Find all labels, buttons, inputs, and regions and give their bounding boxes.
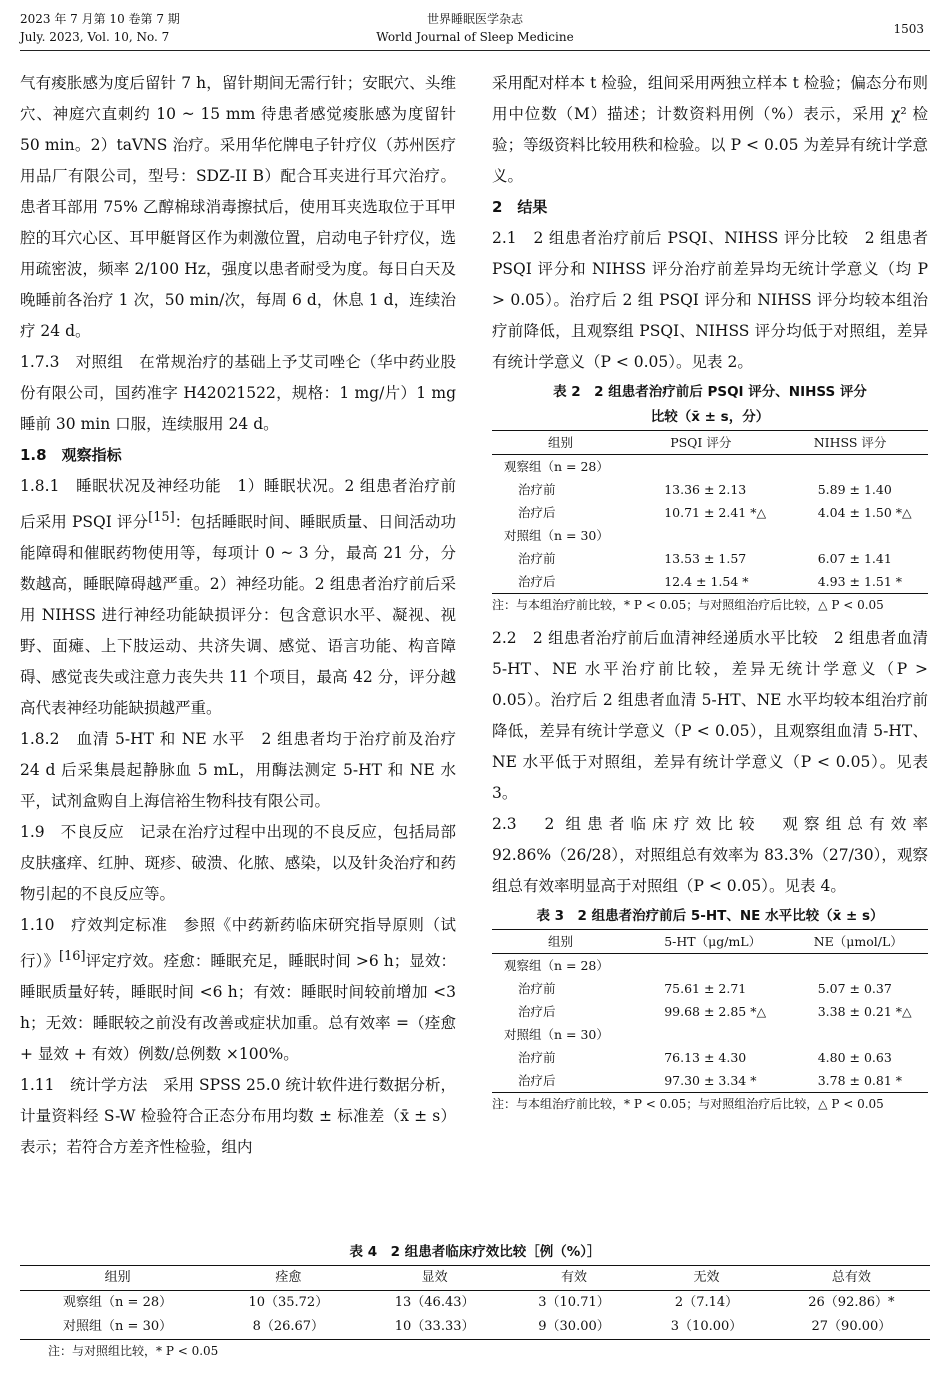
section-heading: 1.8 观察指标	[20, 446, 122, 464]
table2-caption: 表 2 2 组患者治疗前后 PSQI 评分、NIHSS 评分 比较（x̄ ± s，分）	[553, 384, 867, 425]
table-row: 治疗前 13.36 ± 2.13 5.89 ± 1.40	[518, 482, 892, 497]
paragraph: 1.8.1 睡眠状况及神经功能 1）睡眠状况。2 组患者治疗前后采用 PSQI 评分[15]：包括睡眠时间、睡眠质量、日间活动功能障碍和催眠药物使用等，每项计 0 ~ 3 分，最高 21 分，分数越高，睡眠障碍越严重。2）神经功能。2 组患者治疗前后采用 NIHSS 进行神经功能缺损评分：包含意识水平、凝视、视野、面瘫、上下肢运动、共济失调、感觉、语言功能、构音障碍、感觉丧失或注意力丧失共 11 个项目，最高 42 分，评分越高代表神经功能缺损越严重。	[20, 477, 456, 718]
paragraph: 气有痠胀感为度后留针 7 h，留针期间无需行针；安眠穴、头维穴、神庭穴直刺约 10 ~ 15 mm 待患者感觉痠胀感为度留针 50 min。2）taVNS 治疗。采用华佗牌电子针疗仪（苏州医疗用品厂有限公司，型号：SDZ-II B）配合耳夹进行耳穴治疗。患者耳部用 75% 乙醇棉球消毒擦拭后，使用耳夹选取位于耳甲腔的耳穴心区、耳甲艇肾区作为刺激位置，启动电子针疗仪，选用疏密波，频率 2/100 Hz，强度以患者耐受为度。每日白天及晚睡前各治疗 1 次，50 min/次，每周 6 d，休息 1 d，连续治疗 24 d。	[20, 74, 456, 340]
table-row: 治疗后 12.4 ± 1.54 * 4.93 ± 1.51 *	[518, 574, 903, 589]
table4-block	[20, 1238, 930, 1363]
table3-caption: 表 3 2 组患者治疗前后 5-HT、NE 水平比较（x̄ ± s）	[536, 908, 884, 924]
table-row: 治疗后 10.71 ± 2.41 *△ 4.04 ± 1.50 *△	[518, 505, 912, 520]
page-number: 1503	[893, 22, 924, 36]
table3-note: 注：与本组治疗前比较，* P < 0.05；与对照组治疗后比较，△ P < 0.05	[492, 1097, 884, 1111]
table3	[492, 929, 928, 1093]
section-heading: 2 结果	[492, 198, 548, 216]
table-row: 观察组（n = 28）	[504, 459, 609, 474]
table-header: 组别	[492, 431, 624, 455]
table-header: 显效	[361, 1266, 507, 1291]
paragraph: 1.7.3 对照组 在常规治疗的基础上予艾司唑仑（华中药业股份有限公司，国药准字 H42021522，规格：1 mg/片）1 mg 睡前 30 min 口服，连续服用 24 d。	[20, 353, 456, 433]
paragraph: 1.10 疗效判定标准 参照《中药新药临床研究指导原则（试行）》[16]评定疗效。痊愈：睡眠充足，睡眠时间 >6 h；显效：睡眠质量好转，睡眠时间 <6 h；有效：睡眠时间较前增加 <3 h；无效：睡眠较之前没有改善或症状加重。总有效率 =（痊愈 + 显效 + 有效）例数/总例数 ×100%。	[20, 916, 456, 1064]
table4-note: 注：与对照组比较，* P < 0.05	[48, 1344, 219, 1358]
table-row: 治疗前 13.53 ± 1.57 6.07 ± 1.41	[518, 551, 892, 566]
page-header	[20, 8, 930, 51]
right-column	[492, 68, 928, 1116]
paragraph: 1.11 统计学方法 采用 SPSS 25.0 统计软件进行数据分析，计量资料经 S-W 检验符合正态分布用均数 ± 标准差（x̄ ± s）表示；若符合方差齐性检验，组内	[20, 1076, 456, 1157]
table-row: 观察组（n = 28） 10（35.72） 13（46.43） 3（10.71） 2（7.14） 26（92.86）*	[63, 1295, 895, 1310]
table2-note: 注：与本组治疗前比较，* P < 0.05；与对照组治疗后比较，△ P < 0.05	[492, 598, 884, 612]
table-header: NE（μmol/L）	[784, 930, 928, 954]
table-header: NIHSS 评分	[784, 431, 928, 455]
table-header: 组别	[492, 930, 624, 954]
table2	[492, 430, 928, 594]
citation-ref[interactable]: [16]	[59, 949, 86, 965]
issue-cn: 2023 年 7 月第 10 卷第 7 期	[20, 12, 180, 26]
table4-caption: 表 4 2 组患者临床疗效比较［例（%）］	[349, 1244, 601, 1260]
citation-ref[interactable]: [15]	[148, 510, 175, 525]
table-row: 对照组（n = 30） 8（26.67） 10（33.33） 9（30.00） 3（10.00） 27（90.00）	[63, 1319, 892, 1334]
paragraph: 1.9 不良反应 记录在治疗过程中出现的不良反应，包括局部皮肤瘙痒、红肿、斑疹、破溃、化脓、感染，以及针灸治疗和药物引起的不良反应等。	[20, 823, 456, 904]
journal-title-cn: 世界睡眠医学杂志	[426, 12, 523, 26]
table-row: 对照组（n = 30）	[504, 1027, 609, 1042]
table4	[20, 1265, 930, 1340]
paragraph: 2.3 2 组患者临床疗效比较 观察组总有效率 92.86%（26/28），对照组总有效率为 83.3%（27/30），观察组总有效率明显高于对照组（P < 0.05）。见表 4。	[492, 815, 928, 895]
table-row: 治疗后 99.68 ± 2.85 *△ 3.38 ± 0.21 *△	[518, 1004, 912, 1019]
paragraph: 2.1 2 组患者治疗前后 PSQI、NIHSS 评分比较 2 组患者 PSQI 评分和 NIHSS 评分治疗前差异均无统计学意义（均 P > 0.05）。治疗后 2 组 PSQI 评分和 NIHSS 评分均较本组治疗前降低，且观察组 PSQI、NIHSS 评分均低于对照组，差异有统计学意义（P < 0.05）。见表 2。	[492, 229, 928, 371]
table-header: 无效	[640, 1266, 773, 1291]
table-row: 治疗后 97.30 ± 3.34 * 3.78 ± 0.81 *	[518, 1073, 903, 1088]
table-header: 5-HT（μg/mL）	[624, 930, 784, 954]
table-row: 治疗前 76.13 ± 4.30 4.80 ± 0.63	[518, 1050, 892, 1065]
table-header: PSQI 评分	[624, 431, 784, 455]
table-row: 观察组（n = 28）	[504, 958, 609, 973]
paragraph: 1.8.2 血清 5-HT 和 NE 水平 2 组患者均于治疗前及治疗 24 d 后采集晨起静脉血 5 mL，用酶法测定 5-HT 和 NE 水平，试剂盒购自上海信裕生物科技有限公司。	[20, 730, 456, 811]
paragraph: 采用配对样本 t 检验，组间采用两独立样本 t 检验；偏态分布则用中位数（M）描述；计数资料用例（%）表示，采用 χ² 检验；等级资料比较用秩和检验。以 P < 0.05 为差异有统计学意义。	[492, 74, 928, 185]
table-row: 对照组（n = 30）	[504, 528, 609, 543]
journal-title	[20, 10, 930, 46]
paragraph: 2.2 2 组患者治疗前后血清神经递质水平比较 2 组患者血清 5-HT、NE 水平治疗前比较，差异无统计学意义（P > 0.05）。治疗后 2 组患者血清 5-HT、NE 水平均较本组治疗前降低，差异有统计学意义（P < 0.05），且观察组血清 5-HT、NE 水平低于对照组，差异有统计学意义（P < 0.05）。见表 3。	[492, 629, 928, 802]
left-column	[20, 68, 456, 1163]
table-header: 痊愈	[215, 1266, 361, 1291]
issue-en: July. 2023, Vol. 10, No. 7	[20, 30, 170, 44]
journal-title-en: World Journal of Sleep Medicine	[376, 30, 574, 44]
table-header: 有效	[508, 1266, 641, 1291]
table-row: 治疗前 75.61 ± 2.71 5.07 ± 0.37	[518, 981, 892, 996]
table-header: 总有效	[773, 1266, 930, 1291]
table-header: 组别	[20, 1266, 215, 1291]
